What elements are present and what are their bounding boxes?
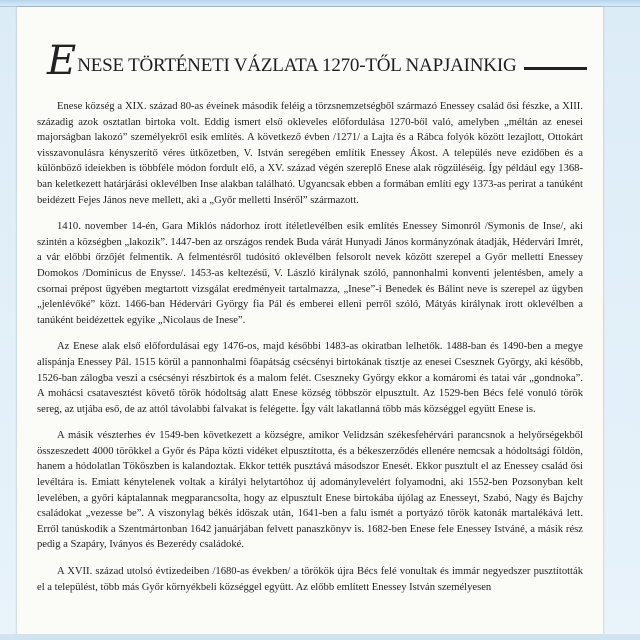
viewer-top-bar [0,0,640,7]
title-text: NESE TÖRTÉNETI VÁZLATA 1270-TŐL NAPJAINKIG [77,55,517,76]
title-initial: E [47,38,77,84]
viewer-bottom-strip [0,634,640,640]
paragraph: Az Enese alak első előfordulásai egy 1476-os, majd későbbi 1483-as okiratban lelhetők. 1488-ban és 1490-ben a megye alispánja Enessey Pál. 1515 körül a pannonhalmi főapátság csécsényi birtokának tisztje az enesei Csesznek György, aki később, 1526-ban zálogba veszi a csécsényi részbirtok és a malom felét. Cseszneky György ekkor a komáromi és tatai vár „gondnoka”. A mohácsi csatavesztést követő török hódoltság alatt Enese község többször elpusztult. Az 1529-ben Bécs felé vonuló török sereg, az utjába eső, de az attól távolabbi falvakat is felégette. Így vált lakatlanná több más községgel együtt Enese is. [37,341,583,415]
paragraph: A XVII. század utolsó évtizedeiben /1680-as években/ a törökök újra Bécs felé vonultak és immár negyedszer pusztították el a települést, több más Győr környékbeli községgel együtt. Az előbb említett Enessey István személyesen [37,566,583,593]
paragraph: Enese község a XIX. század 80-as éveinek második feléig a törzsnemzetségből származó Enessey család ősi fészke, a XIII. századig azok osztatlan birtoka volt. Eddig ismert első okleveles előfordulása 1270-ből való, amelyben „méltán az enesei majorságban lakozó” személyekről esik említés. A következő évben /1271/ a Lajta és a Rábca folyók között lezajlott, Ottokárt visszavonulásra kényszerítő véres ütközetben, V. István seregében említik Enessey Ákost. A település neve ezidőben és a különböző ideiekben is többféle módon fordult elő, a XV. század végén szereplő Enese alak rögzüléséig. Így például egy 1368-ban keletkezett határjárási oklevélben Inse alakban található. Ugyancsak ebben a formában említi egy 1373-as perirat a tanúként beidézett Fejes János neve mellett, aki a „Győr melletti Inséről” származott. [37,101,583,206]
title-rule [524,67,587,70]
paragraph: 1410. november 14-én, Gara Miklós nádorhoz írott ítéletlevélben esik említés Enessey Simonról /Symonis de Inse/, aki szintén a községben „lakozik”. 1447-ben az országos rendek Buda várát Hunyadi János kormányzónak átadják, Hédervári Imrét, a vár előbbi őrzőjét felmentik. A felmentésről tudósító oklevélben felsorolt nevek között szerepel a Győr melletti Enessey Domokos /Dominicus de Enysse/. 1453-as keltezésű, V. László királynak szóló, pannonhalmi konventi jelentésben, amely a csornai prépost ügyében megtartott vizsgálat eredményeit tartalmazza, „Inese”-i Benedek és Bálint neve is szerepel az ügyben „jelenlévőké” közt. 1466-ban Hédervári György fia Pál és emberei elleni perről szóló, Mátyás királynak írott oklevélben a tanúként beidézettek egyike „Nicolaus de Inese”. [37,221,583,326]
paragraph: A másik vészterhes év 1549-ben következett a községre, amikor Velidzsán székesfehérvári parancsnok a helyőrségekből összeszedett 4000 törökkel a Győr és Pápa közti vidéket elpusztította, és a békeszerződés ellenére nemcsak a hódoltsági földön, hanem a hódolatlan Tököszben is kalandoztak. Ekkor tették pusztává másodszor Enesét. Ekkor pusztult el az Enessey család ősi levéltára is. Emiatt kénytelenek voltak a királyi helytartóhoz új adománylevelért folyamodni, aki 1552-ben Pozsonyban kelt levelében, a győri káptalannak megparancsolta, hogy az elpusztult Enese birtokába újólag az Enesseyt, Szabó, Nagy és Bajchy családokat „vezesse be”. A viszonylag békés időszak után, 1641-ben a falu ismét a portyázó török katonák martalékává lett. Erről tanúskodik a Szentmártonban 1642 januárjában felvett panaszkönyv is. 1682-ben Enese fele Enessey Istváné, a másik rész pedig a Szapáry, Iványos és Bezerédy családoké. [37,430,583,551]
document-body [37,99,583,606]
page-title [47,38,587,84]
document-page[interactable] [17,7,603,640]
